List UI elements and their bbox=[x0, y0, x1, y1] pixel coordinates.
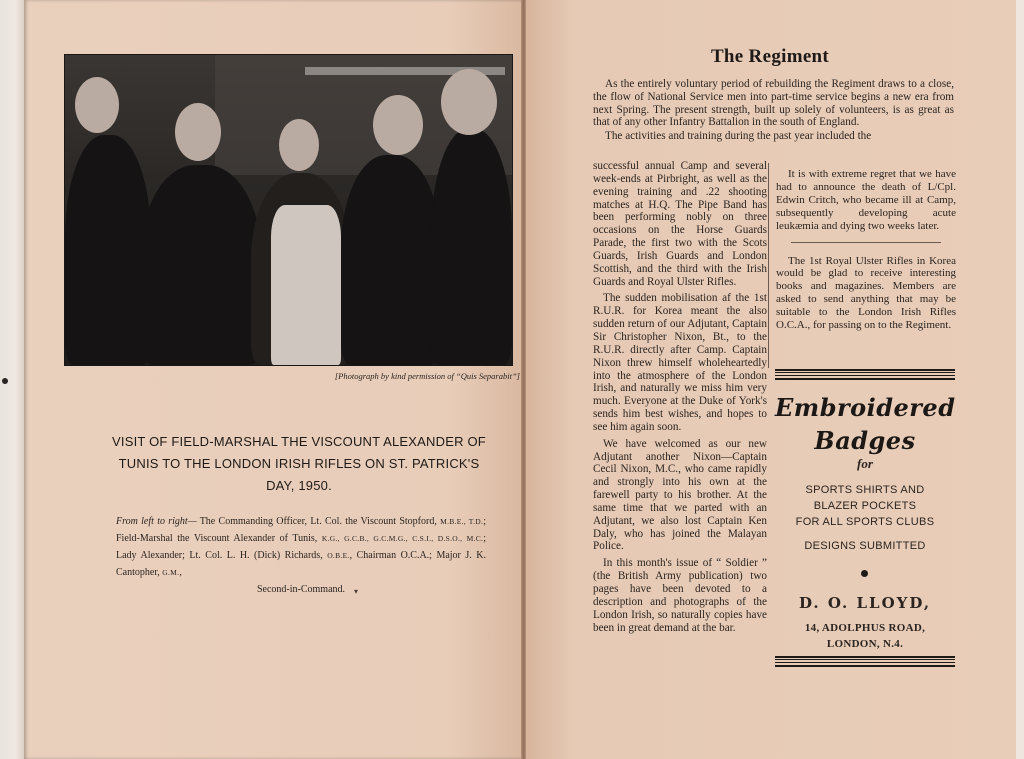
ad-designs: DESIGNS SUBMITTED bbox=[804, 540, 926, 552]
page-title: The Regiment bbox=[710, 46, 830, 67]
ad-address-line: LONDON, N.4. bbox=[826, 638, 904, 650]
article-paragraph: In this month's issue of “ Soldier ” (the British Army publication) two pages have been devoted to a description and photographs of the London Irish, so naturally copies have been in great demand at the bar. bbox=[593, 557, 767, 634]
notice-paragraph: The 1st Royal Ulster Rifles in Korea would be glad to receive interesting books and magazines. Members are asked to send anything that may be suitable to the London Irish Rifles O.C.A., for passing on to the Regiment. bbox=[776, 254, 956, 332]
ad-heading-embroidered: Embroidered bbox=[775, 393, 956, 422]
ad-heading-badges: Badges bbox=[814, 426, 916, 455]
photo-caption bbox=[116, 513, 486, 598]
group-photograph bbox=[64, 54, 513, 366]
page-edge-right bbox=[1016, 0, 1024, 759]
caption-honours: M.B.E., T.D. bbox=[440, 517, 484, 526]
article-paragraph: successful annual Camp and several week-ends at Pirbright, as well as the evening training and .22 shooting matches at H.Q. The Pipe Band has been performing nobly on three occasions on the Horse Guards Parade, the first two with the Scots Guards, Irish Guards and London Scottish, and the third with the Irish Guards and Royal Ulster Rifles. bbox=[593, 160, 767, 288]
caption-honours: K.G., G.C.B., G.C.M.G., C.S.I., D.S.O., M.C. bbox=[321, 534, 484, 543]
ad-offer-line: SPORTS SHIRTS AND bbox=[805, 484, 925, 496]
caption-from: From left to right— bbox=[116, 516, 197, 527]
caption-text: , bbox=[179, 567, 182, 578]
ad-offer-line: BLAZER POCKETS bbox=[813, 500, 917, 512]
caption-text: ; Field-Marshal the Viscount Alexander of Tunis, bbox=[116, 516, 486, 544]
caption-last-line: Second-in-Command. bbox=[256, 584, 346, 595]
advertisement bbox=[775, 0, 955, 759]
intro-text: As the entirely voluntary period of rebuilding the Regiment draws to a close, the flow of National Service men into part-time service begins a new era from next Spring. The present strength, built up solely of volunteers, is as great as that of any other Infantry Battalion in the south of England. bbox=[593, 78, 954, 129]
ad-company-name: D. O. LLOYD, bbox=[798, 594, 932, 612]
ad-address-line: 14, ADOLPHUS ROAD, bbox=[804, 622, 926, 634]
caption-text: ; Lady Alexander; Lt. Col. L. H. (Dick) Richards, bbox=[116, 533, 486, 561]
ad-for: for bbox=[857, 456, 873, 471]
book-gutter bbox=[521, 0, 526, 759]
article-left-column bbox=[593, 160, 767, 638]
ad-bottom-rule bbox=[775, 656, 955, 668]
caption-text: , Chairman O.C.A.; Major J. K. Cantopher, bbox=[116, 550, 486, 578]
notice-paragraph: It is with extreme regret that we have had to announce the death of L/Cpl. Edwin Critch, who became ill at Camp, subsequently developing acute leukæmia and dying two weeks later. bbox=[776, 168, 956, 232]
visit-title: VISIT OF FIELD-MARSHAL THE VISCOUNT ALEXANDER OF TUNIS TO THE LONDON IRISH RIFLES ON ST. PATRICK'S DAY, 1950. bbox=[112, 434, 486, 493]
print-mark: ▾ bbox=[354, 587, 359, 596]
caption-text: The Commanding Officer, Lt. Col. the Viscount Stopford, bbox=[196, 516, 441, 527]
caption-honours: G.M. bbox=[162, 568, 180, 577]
article-paragraph: The sudden mobilisation af the 1st R.U.R. for Korea meant the also sudden return of our Adjutant, Captain Sir Christopher Nixon, Bt., to the R.U.R. directly after Camp. Captain Nixon threw himself wholeheartedly into the atmosphere of the London Irish, and naturally we miss him very much. Everyone at the Duke of York's sends him best wishes, and hopes to see him again soon. bbox=[593, 292, 767, 433]
ad-offer-line: FOR ALL SPORTS CLUBS bbox=[795, 516, 935, 528]
margin-mark bbox=[2, 378, 8, 384]
ad-bullet bbox=[861, 570, 868, 577]
article-paragraph: We have welcomed as our new Adjutant another Nixon—Captain Cecil Nixon, M.C., who came rapidly and strongly into his own at the farewell party to his brother. At the same time that we parted with an Adjutant, we also lost Captain Ken Daly, who has joined the Malayan Police. bbox=[593, 437, 767, 553]
ad-top-rule bbox=[775, 369, 955, 381]
caption-honours: O.B.E. bbox=[327, 551, 350, 560]
photo-credit: [Photograph by kind permission of “Quis Separabit”] bbox=[334, 371, 520, 381]
activities-lead: The activities and training during the past year included the bbox=[605, 130, 872, 143]
column-divider bbox=[768, 163, 769, 368]
